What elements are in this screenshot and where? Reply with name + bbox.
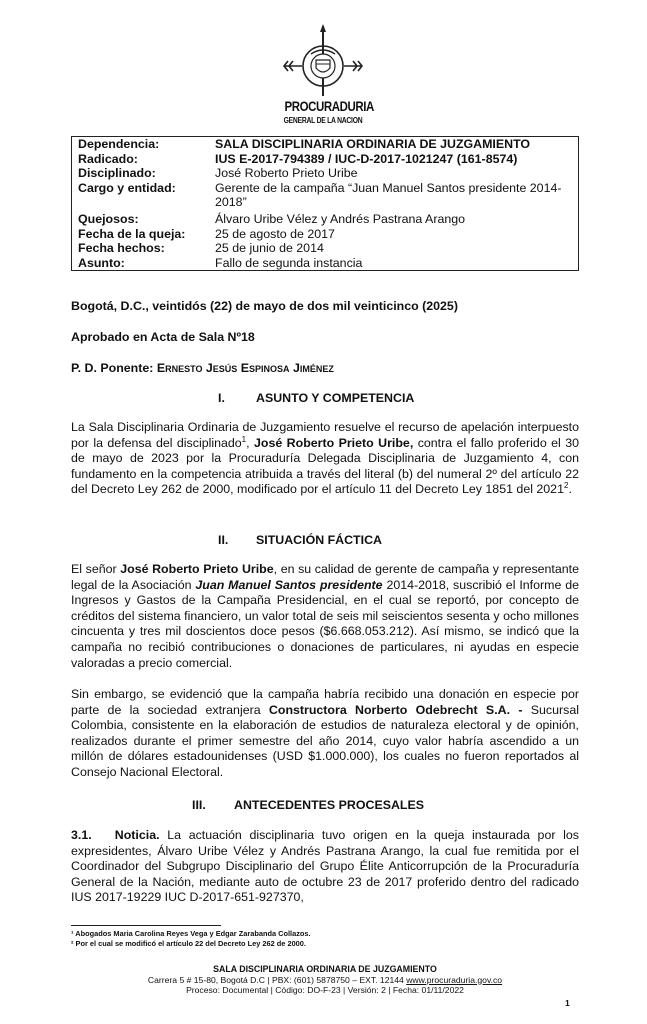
disciplinado-name: José Roberto Prieto Uribe: [120, 562, 274, 576]
page-footer: [71, 964, 579, 996]
footnote-1: ¹ Abogados Maria Carolina Reyes Vega y Edgar Zarabanda Collazos.: [71, 929, 311, 938]
case-info-key: Cargo y entidad:: [78, 180, 176, 195]
case-info-row: [72, 181, 579, 210]
text-run: Sin embargo, se evidenció que la campaña habría recibido una donación en especie por parte de la sociedad extranjera: [71, 687, 579, 717]
website-link[interactable]: www.procuraduria.gov.co: [406, 974, 503, 985]
section-title: ASUNTO Y COMPETENCIA: [256, 391, 415, 405]
case-info-value: Álvaro Uribe Vélez y Andrés Pastrana Arango: [215, 211, 466, 226]
subsection-number: 3.1.: [71, 828, 92, 842]
case-info-row: [72, 137, 579, 152]
case-info-value: SALA DISCIPLINARIA ORDINARIA DE JUZGAMIENTO: [215, 137, 531, 151]
case-info-value: IUS E-2017-794389 / IUC-D-2017-1021247 (161-8574): [215, 151, 518, 166]
case-info-key: Dependencia:: [78, 137, 160, 151]
text-run: , en su calidad de gerente de campaña y representante legal de la Asociación: [71, 562, 579, 592]
case-info-row: [72, 227, 579, 242]
section-number: I.: [218, 391, 225, 405]
date-line: Bogotá, D.C., veintidós (22) de mayo de dos mil veinticinco (2025): [71, 299, 458, 313]
section-number: II.: [218, 533, 229, 547]
case-info-value: Gerente de la campaña “Juan Manuel Santos presidente 2014-2018”: [215, 180, 562, 210]
section-title: ANTECEDENTES PROCESALES: [234, 798, 425, 812]
case-info-row: [72, 152, 579, 167]
case-info-key: Quejosos:: [78, 211, 139, 226]
case-info-value: 25 de agosto de 2017: [215, 226, 335, 241]
footer-title: SALA DISCIPLINARIA ORDINARIA DE JUZGAMIENTO: [213, 964, 437, 974]
ponente-label: P. D. Ponente:: [71, 361, 154, 375]
case-info-value: Fallo de segunda instancia: [215, 255, 363, 270]
case-info-key: Asunto:: [78, 255, 125, 270]
text-run: La Sala Disciplinaria Ordinaria de Juzgamiento resuelve el recurso de apelación interpuesto por la defensa del disciplinado: [71, 420, 579, 450]
page-number: 1: [565, 998, 570, 1008]
case-info-table: [71, 136, 579, 271]
case-info-row: [72, 166, 579, 181]
case-info-row: [72, 241, 579, 256]
text-run: El señor: [71, 562, 121, 576]
case-info-key: Radicado:: [78, 151, 138, 166]
text-run: La actuación disciplinaria tuvo origen en la queja instaurada por los expresidentes, Álvaro Uribe Vélez y Andrés Pastrana Arango, la cual fue remitida por el Coordinador del Subgrupo Disciplinario del Grupo Élite Anticorrupción de la Procuraduría General de la Nación, mediante auto de octubre 23 de 2017 proferido dentro del radicado IUS 2017-19229 IUC D-2017-651-927370,: [71, 828, 580, 905]
case-info-row: [72, 256, 579, 271]
text-run: .: [568, 482, 572, 497]
coat-of-arms-icon: [276, 24, 370, 98]
paragraph-noticia: [71, 828, 579, 906]
footnote-ref: 1: [241, 434, 247, 444]
logo-text-procuraduria: PROCURADURIA: [284, 98, 374, 114]
paragraph-situacion-1: [71, 562, 579, 671]
ponente-line: [71, 361, 579, 377]
paragraph-asunto: [71, 420, 579, 498]
case-info-key: Fecha hechos:: [78, 241, 165, 256]
company-name: Constructora Norberto Odebrecht S.A. -: [268, 702, 523, 717]
paragraph-situacion-2: [71, 687, 579, 781]
subsection-label: Noticia.: [114, 828, 160, 842]
case-info-value: José Roberto Prieto Uribe: [215, 166, 358, 181]
case-info-key: Disciplinado:: [78, 166, 156, 181]
text-run: ,: [246, 435, 254, 450]
ponente-name: Ernesto Jesús Espinosa Jiménez: [156, 361, 334, 375]
association-name: Juan Manuel Santos presidente: [195, 577, 383, 592]
footer-address-line: [71, 975, 579, 986]
text-run: Sucursal Colombia, consistente en la elaboración de estudios de naturaleza electoral y de opinión, realizados durante el primer semestre del año 2014, cuyo valor habría ascendido a un millón de dólares estadounidenses (USD $1.000.000), los cuales no fueron reportados al Consejo Nacional Electoral.: [71, 702, 579, 779]
procuraduria-logo: [276, 24, 374, 136]
text-run: contra el fallo proferido el 30 de mayo de 2023 por la Procuraduría Delegada Disciplinaria de Juzgamiento 4, con fundamento en la competencia atribuida a través del literal (b) del numeral 2º del artículo 22 del Decreto Ley 262 de 2000, modificado por el artículo 11 del Decreto Ley 1851 del 2021: [71, 435, 580, 497]
text-run: 2014-2018, suscribió el Informe de Ingresos y Gastos de la Campaña Presidencial, en el cual se reportó, por concepto de créditos del sistema financiero, un valor total de seis mil seiscientos sesenta y ocho millones cincuenta y tres mil doscientos doce pesos ($6.668.053.212). Así mismo, se indicó que la campaña no recibió contribuciones o donaciones de particulares, ni ayudas en especie valoradas a precio comercial.: [71, 577, 579, 670]
acta-line: Aprobado en Acta de Sala Nº18: [71, 330, 255, 344]
section-number: III.: [192, 798, 206, 812]
case-info-row: [72, 210, 579, 227]
logo-text-general: GENERAL DE LA NACION: [283, 116, 363, 125]
section-title: SITUACIÓN FÁCTICA: [256, 533, 382, 547]
footnote-ref: 2: [563, 481, 569, 491]
footnote-divider: [71, 925, 221, 926]
footer-address: Carrera 5 # 15-80, Bogotá D.C | PBX: (601) 5878750 – EXT. 12144: [147, 974, 407, 985]
disciplinado-name: José Roberto Prieto Uribe,: [254, 435, 414, 450]
case-info-key: Fecha de la queja:: [78, 226, 186, 241]
footer-process: Proceso: Documental | Código: DO-F-23 | Versión: 2 | Fecha: 01/11/2022: [186, 985, 464, 995]
case-info-value: 25 de junio de 2014: [215, 241, 324, 256]
footnote-2: ² Por el cual se modificó el artículo 22 del Decreto Ley 262 de 2000.: [71, 939, 306, 948]
